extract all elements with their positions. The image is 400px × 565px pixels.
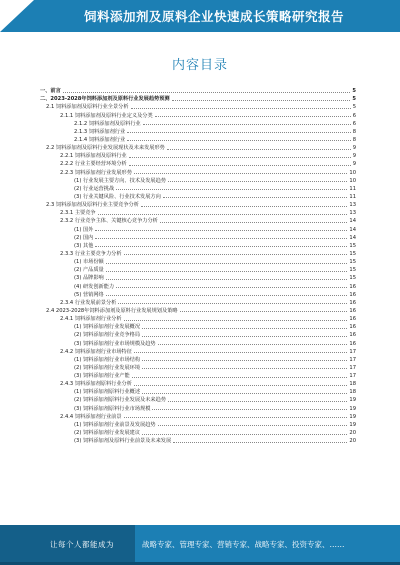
toc-entry-page: 6 [352,112,356,119]
toc-entry[interactable] [40,143,356,151]
toc-leader-dots [152,409,347,410]
toc-entry-label: (3) 饲料添加剂行业市场规模及趋势 [74,340,156,347]
toc-entry-page: 16 [349,283,356,290]
toc-entry-page: 11 [349,193,356,200]
toc-entry-page: 19 [349,421,356,428]
toc-leader-dots [106,263,348,264]
toc-entry[interactable] [40,436,356,444]
toc-entry[interactable] [40,428,356,436]
toc-entry[interactable] [40,216,356,224]
toc-leader-dots [172,100,351,101]
toc-entry-label: (1) 饲料添加剂原料行业概述 [74,389,141,396]
toc-leader-dots [163,197,348,198]
toc-entry[interactable] [40,167,356,175]
toc-entry[interactable] [40,257,356,265]
toc-entry-label: 2.4.2 饲料添加剂行业市场特征 [60,348,132,355]
toc-entry-page: 10 [349,177,356,184]
toc-entry[interactable] [40,281,356,289]
toc-entry-label: 2.2.1 饲料添加剂及原料行业 [60,153,127,160]
toc-entry[interactable] [40,355,356,363]
toc-entry-label: (2) 饲料添加剂原料行业发展及未来趋势 [74,397,166,404]
toc-leader-dots [116,287,347,288]
toc-entry-page: 13 [349,202,356,209]
toc-entry-label: 2.4.3 饲料添加剂原料行业分析 [60,381,132,388]
toc-leader-dots [129,165,351,166]
toc-entry-label: (1) 饲料添加剂行业前景及发展趋势 [74,421,156,428]
page-title: 内容目录 [171,58,228,73]
toc-entry-page: 11 [349,185,356,192]
toc-entry-page: 16 [349,332,356,339]
toc-entry[interactable] [40,208,356,216]
toc-entry-page: 18 [349,389,356,396]
toc-entry-label: (3) 饲料添加剂行业产能 [74,373,130,380]
toc-leader-dots [142,328,347,329]
toc-entry[interactable] [40,322,356,330]
toc-entry-page: 16 [349,340,356,347]
toc-entry-page: 20 [349,430,356,437]
toc-leader-dots [168,181,347,182]
toc-entry[interactable] [40,379,356,387]
toc-leader-dots [127,132,351,133]
toc-entry-label: 2.1 饲料添加剂及原料行业全景分析 [46,104,129,111]
toc-entry-page: 14 [349,226,356,233]
toc-entry-page: 15 [349,267,356,274]
toc-entry-page: 8 [352,128,356,135]
toc-leader-dots [134,173,347,174]
toc-leader-dots [160,222,348,223]
toc-leader-dots [98,214,348,215]
toc-entry-label: 2.4.4 饲料添加剂行业前景 [60,413,122,420]
header-bar [0,0,400,32]
toc-entry[interactable] [40,314,356,322]
toc-leader-dots [134,385,347,386]
toc-entry-page: 16 [349,299,356,306]
toc-entry[interactable] [40,395,356,403]
toc-leader-dots [158,425,348,426]
toc-entry[interactable] [40,135,356,143]
toc-leader-dots [95,246,347,247]
toc-entry-label: 二、2023-2028年饲料添加剂及原料行业发展趋势预测 [40,96,170,103]
toc-entry[interactable] [40,192,356,200]
toc-leader-dots [167,149,351,150]
toc-entry-page: 17 [349,373,356,380]
toc-entry-label: (4) 研发创新能力 [74,283,115,290]
toc-leader-dots [116,189,347,190]
toc-entry-label: (1) 国外 [74,226,94,233]
toc-leader-dots [158,344,348,345]
toc-entry-page: 15 [349,242,356,249]
toc-leader-dots [131,108,351,109]
toc-entry-page: 14 [349,234,356,241]
toc-leader-dots [95,238,347,239]
toc-entry-page: 5 [352,104,356,111]
toc-entry-label: (2) 行业运营挑战 [74,185,115,192]
toc-entry[interactable] [40,184,356,192]
toc-entry-page: 17 [349,356,356,363]
toc-entry-label: (1) 饲料添加剂行业市场结构 [74,356,141,363]
toc-entry-page: 18 [349,381,356,388]
toc-entry-page: 20 [349,438,356,445]
toc-leader-dots [127,140,351,141]
table-of-contents [40,86,356,444]
toc-entry-label: (2) 产品质量 [74,267,104,274]
footer-tags: 战略专家、管理专家、营销专家、战略专家、投资专家、…… [142,540,345,549]
toc-entry[interactable] [40,306,356,314]
toc-entry-page: 16 [349,324,356,331]
toc-entry-page: 15 [349,250,356,257]
toc-entry-label: (2) 饲料添加剂行业发展环境 [74,364,141,371]
toc-leader-dots [134,352,347,353]
toc-entry[interactable] [40,298,356,306]
toc-entry[interactable] [40,330,356,338]
toc-entry[interactable] [40,347,356,355]
toc-entry-label: 2.4.1 饲料添加剂行业分析 [60,316,122,323]
footer-slogan: 让每个人都能成为 [50,540,114,549]
toc-entry[interactable] [40,241,356,249]
toc-entry[interactable] [40,265,356,273]
toc-leader-dots [168,401,347,402]
toc-entry-label: (5) 营销网络 [74,291,104,298]
toc-entry[interactable] [40,290,356,298]
toc-entry[interactable] [40,412,356,420]
toc-entry[interactable] [40,159,356,167]
toc-entry[interactable] [40,338,356,346]
header-corner-decoration [0,0,34,32]
footer-bar [0,525,400,565]
toc-entry-label: (1) 市场份额 [74,259,104,266]
toc-leader-dots [142,336,347,337]
toc-entry-label: (2) 国内 [74,234,94,241]
toc-entry[interactable] [40,127,356,135]
toc-entry-label: (1) 饲料添加剂行业发展概况 [74,324,141,331]
toc-entry-label: 2.1.3 饲料添加剂行业 [74,128,126,135]
toc-leader-dots [129,157,351,158]
toc-entry[interactable] [40,119,356,127]
toc-entry-page: 8 [352,136,356,143]
toc-entry-page: 15 [349,275,356,282]
toc-entry-page: 14 [349,218,356,225]
toc-entry-page: 19 [349,405,356,412]
toc-entry-label: (3) 其他 [74,242,94,249]
toc-entry[interactable] [40,224,356,232]
toc-entry-label: 2.3.4 行业发展前景分析 [60,299,117,306]
toc-leader-dots [142,393,347,394]
toc-entry-label: (3) 行业关键风险、行业技术发展方向 [74,193,161,200]
toc-entry-label: 2.2.2 行业主要经营环境分析 [60,161,127,168]
toc-leader-dots [132,377,348,378]
toc-entry-label: (3) 饲料添加剂原料行业市场规模 [74,405,151,412]
toc-leader-dots [142,368,347,369]
toc-entry-page: 13 [349,210,356,217]
toc-leader-dots [106,295,348,296]
toc-entry-page: 5 [352,96,356,103]
toc-entry[interactable] [40,371,356,379]
toc-entry-label: 一、前言 [40,88,61,95]
toc-entry[interactable] [40,176,356,184]
toc-leader-dots [142,360,347,361]
toc-entry-page: 16 [349,307,356,314]
toc-entry[interactable] [40,403,356,411]
toc-leader-dots [124,417,348,418]
toc-entry-page: 19 [349,397,356,404]
toc-entry-label: 2.3.2 行业竞争主体、关键核心竞争力分析 [60,218,158,225]
toc-entry-page: 9 [352,145,356,152]
toc-entry-label: (2) 饲料添加剂行业发展建议 [74,430,141,437]
toc-entry-label: (2) 饲料添加剂行业竞争格局 [74,332,141,339]
toc-entry[interactable] [40,86,356,94]
toc-entry-page: 17 [349,348,356,355]
toc-entry-page: 16 [349,291,356,298]
toc-entry-page: 17 [349,364,356,371]
toc-entry-label: 2.1.4 饲料添加剂行业 [74,136,126,143]
toc-leader-dots [142,434,347,435]
toc-leader-dots [124,320,348,321]
toc-entry-label: 2.1.1 饲料添加剂及原料行业定义及分类 [60,112,153,119]
toc-entry-page: 9 [352,161,356,168]
toc-entry-label: 2.1.2 饲料添加剂及原料行业 [74,120,141,127]
toc-leader-dots [118,303,347,304]
toc-entry-label: 2.2 饲料添加剂及原料行业发展现状及未来发展形势 [46,145,165,152]
toc-entry-label: (3) 品牌影响 [74,275,104,282]
toc-entry-page: 5 [352,88,356,95]
report-title: 饲料添加剂及原料企业快速成长策略研究报告 [83,9,344,24]
toc-entry-label: 2.3 饲料添加剂及原料行业主要竞争分析 [46,202,139,209]
toc-entry[interactable] [40,273,356,281]
toc-entry[interactable] [40,387,356,395]
toc-leader-dots [95,230,347,231]
toc-entry[interactable] [40,363,356,371]
toc-entry[interactable] [40,233,356,241]
toc-entry[interactable] [40,420,356,428]
toc-entry-page: 16 [349,316,356,323]
toc-entry[interactable] [40,110,356,118]
toc-entry-page: 10 [349,169,356,176]
toc-entry[interactable] [40,200,356,208]
toc-entry-page: 6 [352,120,356,127]
toc-leader-dots [63,92,351,93]
toc-leader-dots [180,311,348,312]
toc-entry-page: 19 [349,413,356,420]
toc-entry-label: 2.2.3 饲料添加剂行业发展形势 [60,169,132,176]
toc-entry-label: (1) 行业发展主要方向、技术及发展趋势 [74,177,166,184]
toc-leader-dots [155,116,351,117]
toc-entry-page: 15 [349,259,356,266]
toc-entry-label: (3) 饲料添加剂及原料行业前景及未来发展 [74,438,172,445]
toc-entry[interactable] [40,249,356,257]
toc-leader-dots [124,254,348,255]
toc-entry[interactable] [40,94,356,102]
toc-leader-dots [143,124,351,125]
toc-leader-dots [173,442,347,443]
toc-entry-label: 2.3.3 行业主要竞争力分析 [60,250,122,257]
toc-entry[interactable] [40,151,356,159]
toc-leader-dots [106,279,348,280]
toc-leader-dots [141,206,347,207]
toc-entry-label: 2.4 2023-2028年饲料添加剂及原料行业发展规划及策略 [46,307,178,314]
toc-entry-label: 2.3.1 主要竞争 [60,210,96,217]
toc-leader-dots [106,271,348,272]
toc-entry-page: 9 [352,153,356,160]
toc-entry[interactable] [40,102,356,110]
